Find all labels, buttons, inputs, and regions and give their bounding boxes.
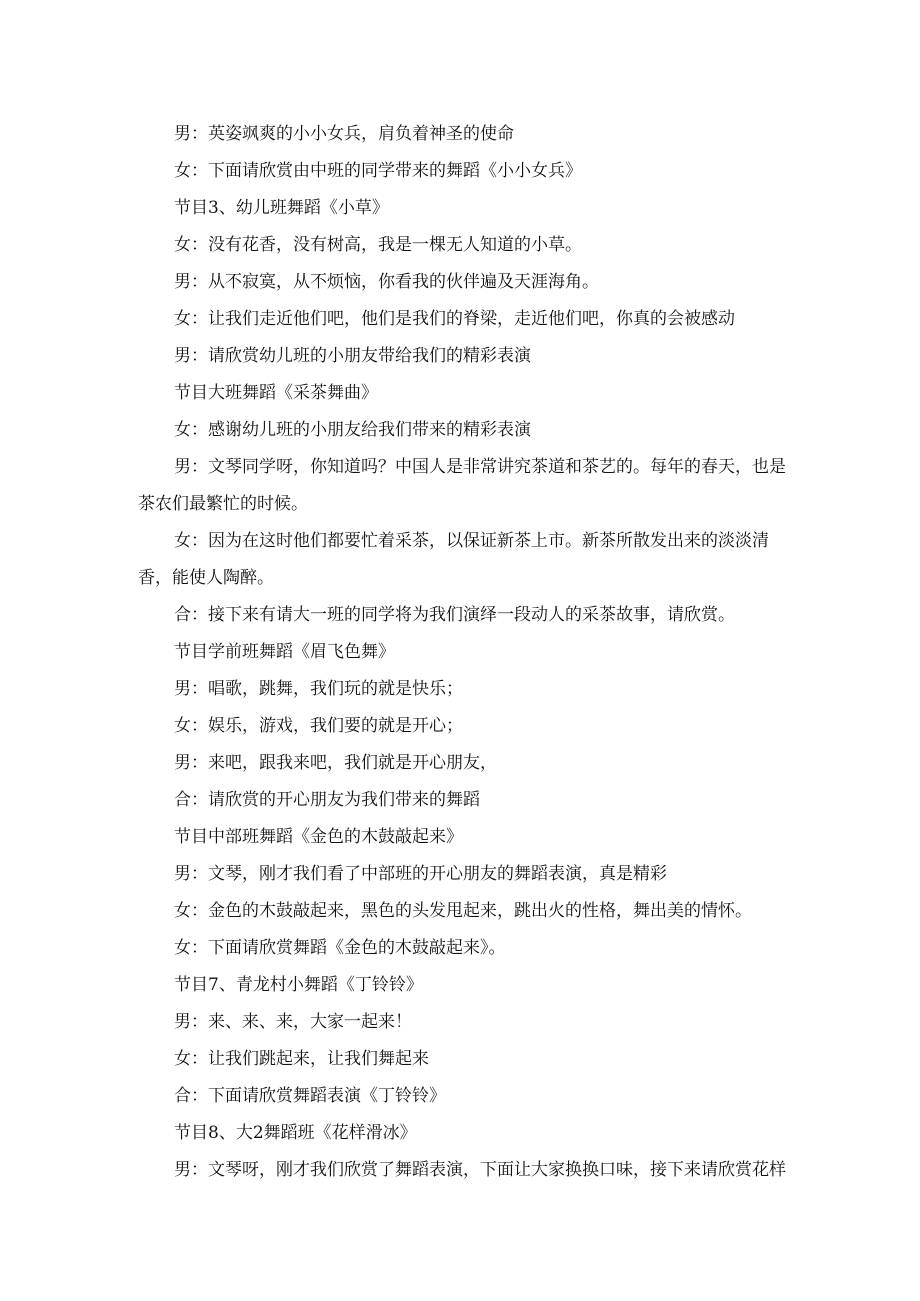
paragraph: 女：因为在这时他们都要忙着采茶，以保证新茶上市。新茶所散发出来的淡淡清香，能使人陶醉。	[138, 531, 769, 588]
paragraph: 男：唱歌，跳舞，我们玩的就是快乐；	[174, 679, 463, 699]
paragraph: 女：下面请欣赏舞蹈《金色的木鼓敲起来》。	[174, 938, 506, 958]
program-heading: 节目8、大2舞蹈班《花样滑冰》	[174, 1123, 417, 1143]
paragraph: 合：请欣赏的开心朋友为我们带来的舞蹈	[174, 790, 480, 810]
paragraph: 女：让我们走近他们吧，他们是我们的脊梁，走近他们吧，你真的会被感动	[174, 309, 735, 329]
paragraph: 女：娱乐，游戏，我们要的就是开心；	[174, 716, 463, 736]
program-heading: 节目大班舞蹈《采茶舞曲》	[174, 383, 378, 403]
paragraph: 男：文琴呀，刚才我们欣赏了舞蹈表演，下面让大家换换口味，接下来请欣赏花样	[174, 1160, 786, 1180]
program-heading: 节目7、青龙村小舞蹈《丁铃铃》	[174, 975, 423, 995]
paragraph: 女：下面请欣赏由中班的同学带来的舞蹈《小小女兵》	[174, 161, 582, 181]
paragraph: 男：从不寂寞，从不烦恼，你看我的伙伴遍及天涯海角。	[174, 272, 599, 292]
program-heading: 节目中部班舞蹈《金色的木鼓敲起来》	[174, 827, 463, 847]
document-body	[138, 116, 788, 1189]
paragraph: 男：文琴，刚才我们看了中部班的开心朋友的舞蹈表演，真是精彩	[174, 864, 667, 884]
paragraph: 女：没有花香，没有树高，我是一棵无人知道的小草。	[174, 235, 582, 255]
paragraph: 男：来、来、来，大家一起来！	[174, 1012, 412, 1032]
paragraph: 男：来吧，跟我来吧，我们就是开心朋友，	[174, 753, 497, 773]
paragraph: 男：文琴同学呀，你知道吗？中国人是非常讲究茶道和茶艺的。每年的春天，也是茶农们最繁忙的时候。	[138, 457, 786, 514]
paragraph: 女：金色的木鼓敲起来，黑色的头发甩起来，跳出火的性格，舞出美的情怀。	[174, 901, 752, 921]
paragraph: 合：接下来有请大一班的同学将为我们演绎一段动人的采茶故事，请欣赏。	[174, 605, 735, 625]
paragraph: 合：下面请欣赏舞蹈表演《丁铃铃》	[174, 1086, 446, 1106]
paragraph: 女：让我们跳起来，让我们舞起来	[174, 1049, 429, 1069]
paragraph: 男：请欣赏幼儿班的小朋友带给我们的精彩表演	[174, 346, 531, 366]
program-heading: 节目学前班舞蹈《眉飞色舞》	[174, 642, 395, 662]
paragraph: 女：感谢幼儿班的小朋友给我们带来的精彩表演	[174, 420, 531, 440]
paragraph: 男：英姿飒爽的小小女兵，肩负着神圣的使命	[174, 124, 514, 144]
program-heading: 节目3、幼儿班舞蹈《小草》	[174, 198, 389, 218]
